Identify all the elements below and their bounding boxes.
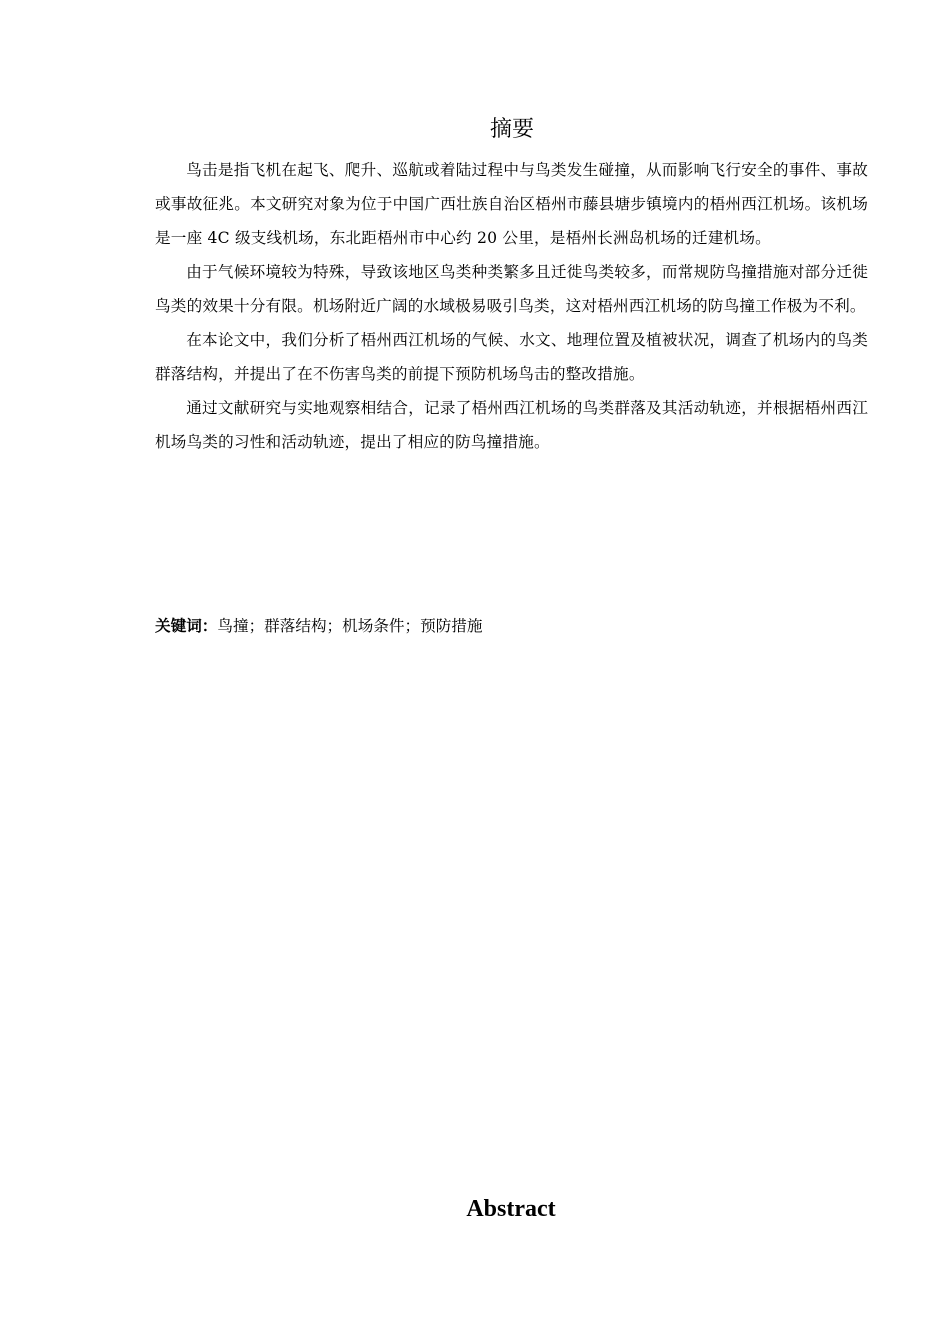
keywords-value: 鸟撞；群落结构；机场条件；预防措施 [217, 617, 483, 635]
abstract-cn-body [155, 153, 868, 459]
abstract-paragraph-3: 在本论文中，我们分析了梧州西江机场的气候、水文、地理位置及植被状况，调查了机场内的鸟类群落结构，并提出了在不伤害鸟类的前提下预防机场鸟击的整改措施。 [155, 331, 868, 383]
abstract-paragraph-4: 通过文献研究与实地观察相结合，记录了梧州西江机场的鸟类群落及其活动轨迹，并根据梧州西江机场鸟类的习性和活动轨迹，提出了相应的防鸟撞措施。 [155, 399, 868, 451]
keywords-label: 关键词： [155, 617, 218, 635]
abstract-cn-title: 摘要 [489, 117, 534, 142]
abstract-paragraph-1: 鸟击是指飞机在起飞、爬升、巡航或着陆过程中与鸟类发生碰撞，从而影响飞行安全的事件、事故或事故征兆。本文研究对象为位于中国广西壮族自治区梧州市藤县塘步镇境内的梧州西江机场。该机场是一座 4C 级支线机场，东北距梧州市中心约 20 公里，是梧州长洲岛机场的迁建机场。 [155, 161, 868, 247]
abstract-paragraph-2: 由于气候环境较为特殊，导致该地区鸟类种类繁多且迁徙鸟类较多，而常规防鸟撞措施对部分迁徙鸟类的效果十分有限。机场附近广阔的水域极易吸引鸟类，这对梧州西江机场的防鸟撞工作极为不利。 [155, 263, 868, 315]
keywords-line [155, 611, 868, 641]
abstract-en-title: Abstract [466, 1196, 556, 1222]
